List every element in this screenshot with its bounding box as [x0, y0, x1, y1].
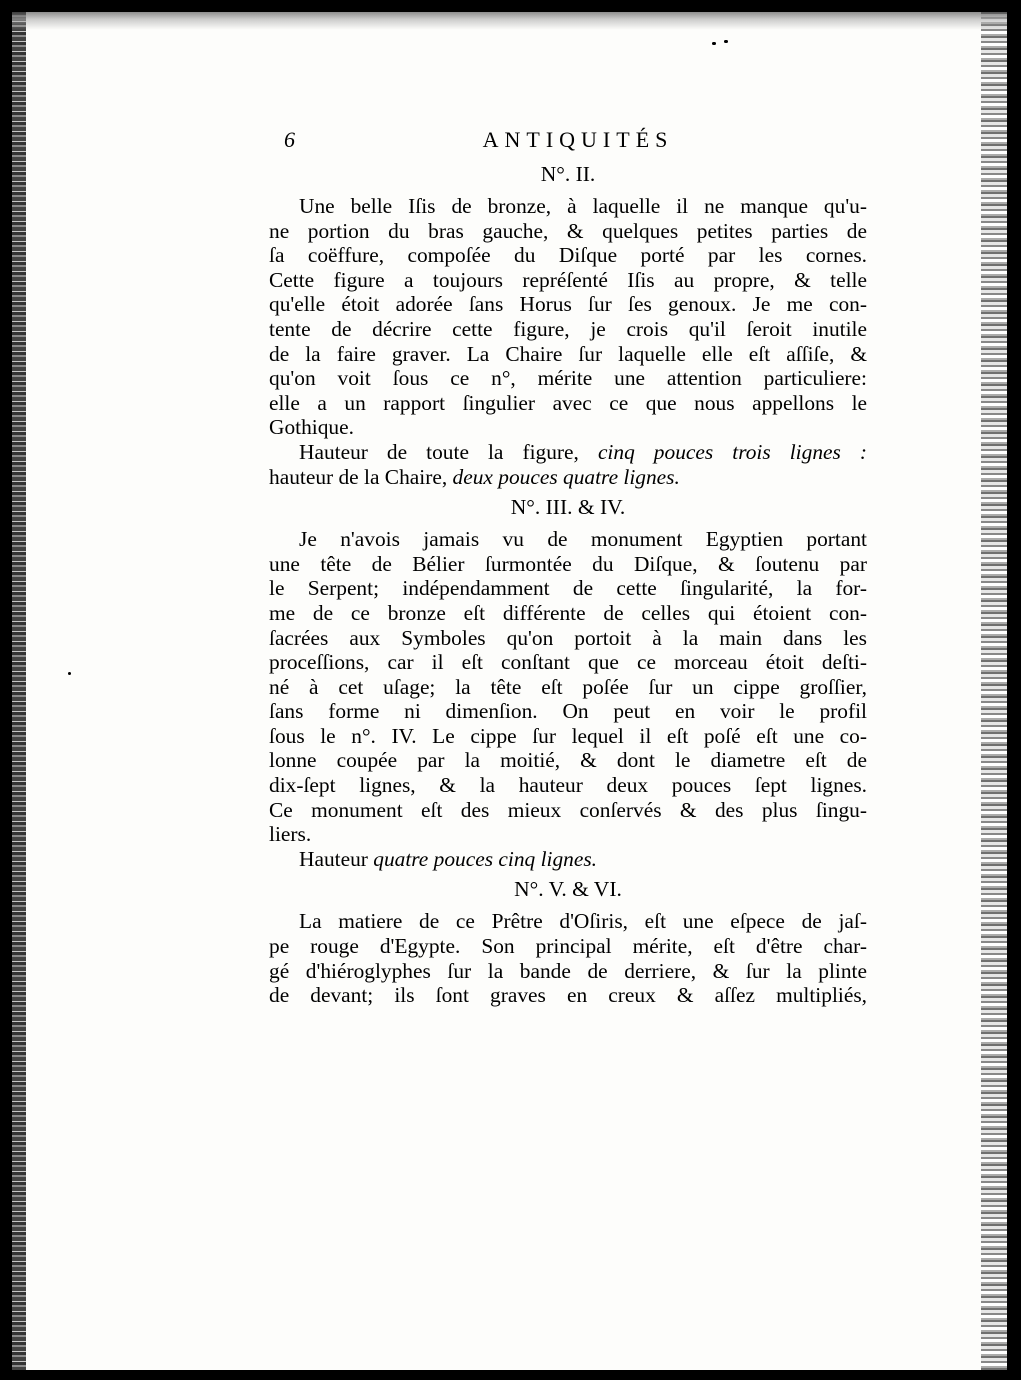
text-line: ſacrées aux Symboles qu'on portoit à la main dans les — [269, 625, 867, 650]
text-line: de devant; ils ſont graves en creux & aſſez multipliés, — [269, 983, 867, 1008]
text-line: Je n'avois jamais vu de monument Egyptien portant — [299, 527, 867, 552]
paragraph — [269, 909, 867, 1007]
scan-edge-left — [12, 12, 26, 1370]
page-number: 6 — [284, 127, 295, 152]
section-heading: N°. III. & IV. — [510, 495, 626, 520]
text-line: qu'elle étoit adorée ſans Horus ſur ſes genoux. Je me con- — [269, 292, 867, 317]
text-line: une tête de Bélier ſurmontée du Diſque, & ſoutenu par — [269, 551, 867, 576]
paragraph — [269, 527, 867, 847]
text-line: de la faire graver. La Chaire ſur laquelle elle eſt aſſiſe, & — [269, 341, 867, 366]
scan-speck — [68, 672, 71, 675]
dimension-value: quatre pouces cinq lignes. — [373, 846, 598, 871]
text-line: gé d'hiéroglyphes ſur la bande de derriere, & ſur la plinte — [269, 958, 867, 983]
text-line — [269, 465, 867, 490]
page-header — [269, 122, 867, 156]
dimension-label: hauteur de la Chaire, — [269, 464, 453, 489]
text-line: ne portion du bras gauche, & quelques petites parties de — [269, 218, 867, 243]
text-line: elle a un rapport ſingulier avec ce que nous appellons le — [269, 390, 867, 415]
text-line: Une belle Iſis de bronze, à laquelle il ne manque qu'u- — [299, 194, 867, 218]
section-heading: N°. II. — [540, 162, 596, 186]
text-line: La matiere de ce Prêtre d'Oſiris, eſt une eſpece de jaſ- — [299, 909, 867, 934]
paragraph — [269, 194, 867, 440]
text-line: tente de décrire cette figure, je crois qu'il ſeroit inutile — [269, 316, 867, 341]
text-line: qu'on voit ſous ce n°, mérite une attention particuliere: — [269, 366, 867, 391]
text-line: dix-ſept lignes, & la hauteur deux pouces ſept lignes. — [269, 773, 867, 798]
text-line: le Serpent; indépendamment de cette ſingularité, la for- — [269, 576, 867, 601]
text-line: liers. — [269, 822, 312, 847]
running-title: ANTIQUITÉS — [482, 127, 674, 152]
text-line: né à cet uſage; la tête eſt poſée ſur un cippe groſſier, — [269, 674, 867, 699]
scan-speck — [712, 42, 716, 45]
dimensions-paragraph — [269, 847, 867, 872]
dimensions-paragraph — [269, 440, 867, 489]
text-line: Gothique. — [269, 415, 354, 440]
dimension-value: cinq pouces trois lignes : — [597, 439, 867, 464]
scan-edge-top — [12, 12, 1007, 30]
text-line: lonne coupée par la moitié, & dont le diametre eſt de — [269, 748, 867, 773]
text-line: proceſſions, car il eſt conſtant que ce morceau étoit deſti- — [269, 650, 867, 675]
text-line: ſous le n°. IV. Le cippe ſur lequel il eſt poſé eſt une co- — [269, 723, 867, 748]
text-line: ſans forme ni dimenſion. On peut en voir le profil — [269, 699, 867, 724]
dimension-label: Hauteur de toute la figure, — [299, 439, 598, 464]
text-line — [269, 847, 867, 872]
scanned-page — [12, 12, 1007, 1370]
text-line — [269, 440, 867, 465]
section-heading: N°. V. & VI. — [514, 877, 622, 902]
dimension-value: deux pouces quatre lignes. — [452, 464, 680, 489]
scan-edge-right — [981, 12, 1007, 1370]
text-line: ſa coëffure, compoſée du Diſque porté par les cornes. — [269, 243, 867, 268]
text-block — [269, 122, 867, 1008]
text-line: me de ce bronze eſt différente de celles qui étoient con- — [269, 600, 867, 625]
scan-speck — [724, 40, 728, 43]
text-line: Ce monument eſt des mieux conſervés & des plus ſingu- — [269, 797, 867, 822]
text-line: pe rouge d'Egypte. Son principal mérite, eſt d'être char- — [269, 934, 867, 959]
text-line: Cette figure a toujours repréſenté Iſis au propre, & telle — [269, 267, 867, 292]
dimension-label: Hauteur — [299, 846, 374, 871]
